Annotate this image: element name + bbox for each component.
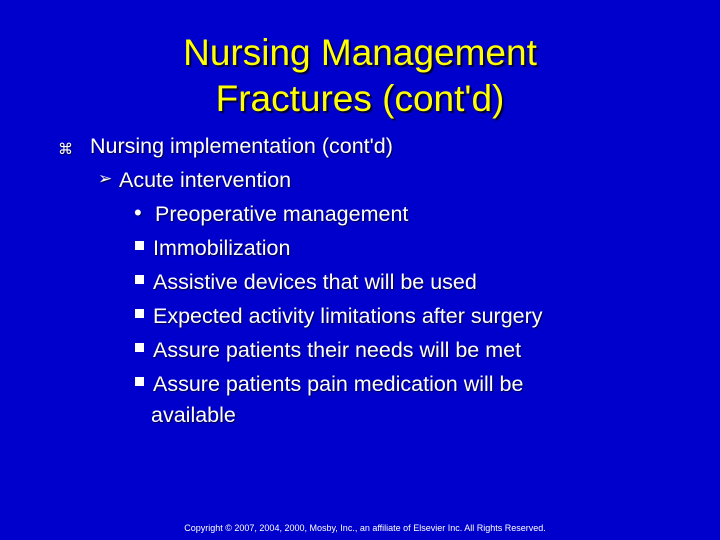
square-bullet-icon — [135, 377, 144, 386]
bullet-level4-item: Assistive devices that will be used — [153, 270, 477, 294]
bullet-level4-item: Expected activity limitations after surgery — [153, 304, 543, 328]
square-bullet-icon — [135, 309, 144, 318]
square-bullet-icon — [135, 343, 144, 352]
dot-bullet-icon: • — [134, 200, 142, 225]
bullet-level2: Acute intervention — [119, 168, 292, 192]
slide-title — [0, 30, 720, 122]
copyright-footer: Copyright © 2007, 2004, 2000, Mosby, Inc., an affiliate of Elsevier Inc. All Rights Reserved. — [184, 523, 546, 533]
square-bullet-icon — [135, 241, 144, 250]
bullet-level4-item: Immobilization — [153, 236, 291, 260]
square-bullet-icon — [135, 275, 144, 284]
clover-bullet-icon: ⌘ — [58, 141, 73, 158]
bullet-level4-item: Assure patients their needs will be met — [153, 338, 522, 362]
bullet-level1: Nursing implementation (cont'd) — [90, 134, 393, 158]
title-line-2: Fractures (cont'd) — [215, 78, 505, 119]
title-line-1: Nursing Management — [183, 32, 537, 73]
bullet-level4-item: Assure patients pain medication will be — [153, 372, 524, 396]
bullet-level3: Preoperative management — [155, 202, 409, 226]
arrow-bullet-icon: ➢ — [98, 169, 113, 188]
bullet-level4-continuation: available — [151, 403, 236, 427]
